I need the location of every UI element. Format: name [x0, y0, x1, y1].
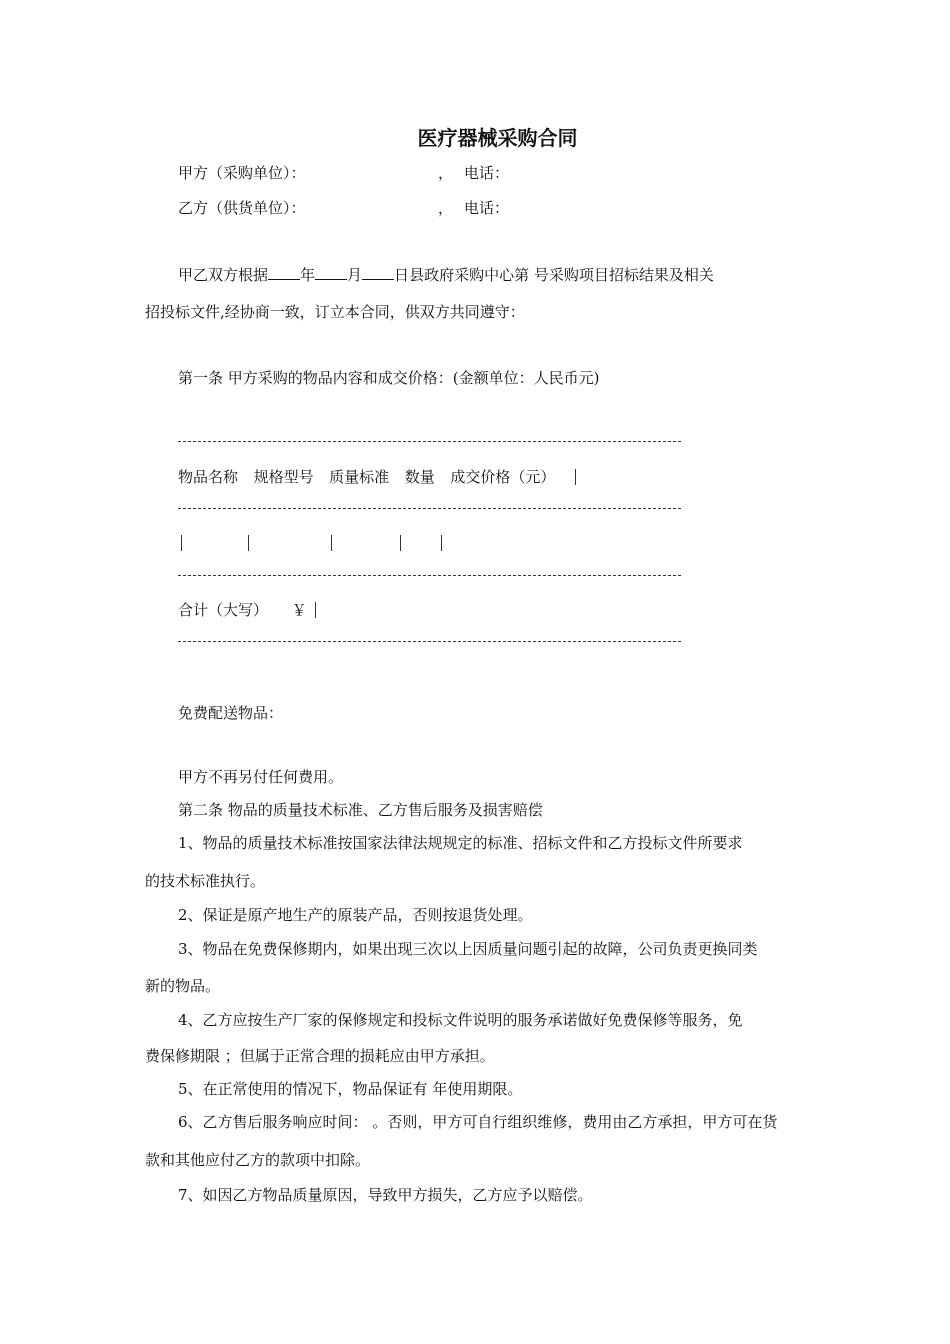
party-b-label: 乙方（供货单位）：	[178, 199, 306, 217]
intro-line-1	[178, 264, 714, 285]
header-item-name: 物品名称	[178, 468, 239, 486]
day-blank	[362, 264, 394, 280]
year-blank	[268, 264, 300, 280]
party-b-comma: ，	[438, 199, 454, 217]
clause-5: 5、在正常使用的情况下，物品保证有 年使用期限。	[178, 1080, 523, 1098]
header-quantity: 数量	[404, 468, 435, 486]
cell-divider	[400, 535, 401, 551]
cell-divider	[248, 535, 249, 551]
cell-divider	[181, 535, 182, 551]
party-a-comma: ，	[438, 164, 454, 182]
intro-day: 日	[394, 266, 410, 284]
intro-text-1: 甲乙双方根据	[178, 266, 269, 284]
party-a-phone-label: 电话：	[464, 164, 510, 182]
clause-2: 2、保证是原产地生产的原装产品，否则按退货处理。	[178, 906, 533, 924]
clause-6-line-2: 款和其他应付乙方的款项中扣除。	[145, 1151, 371, 1169]
cell-divider	[331, 535, 332, 551]
table-header-row	[178, 467, 555, 487]
intro-year: 年	[300, 266, 316, 284]
table-rule	[178, 508, 681, 509]
party-b-phone-label: 电话：	[464, 199, 510, 217]
table-rule	[178, 641, 681, 642]
cell-divider	[441, 535, 442, 551]
table-rule	[178, 441, 681, 442]
clause-3-line-2: 新的物品。	[145, 977, 221, 995]
clause-1-line-2: 的技术标准执行。	[145, 872, 266, 890]
month-blank	[315, 264, 347, 280]
free-delivery-label: 免费配送物品：	[178, 704, 284, 722]
table-rule	[178, 575, 681, 576]
article-2-heading: 第二条 物品的质量技术标准、乙方售后服务及损害赔偿	[178, 801, 543, 819]
intro-month: 月	[347, 266, 363, 284]
clause-1-line-1: 1、物品的质量技术标准按国家法律法规规定的标准、招标文件和乙方投标文件所要求	[178, 834, 743, 852]
total-label: 合计（大写）	[178, 601, 269, 619]
total-row-divider	[315, 602, 316, 618]
article-1-heading: 第一条 甲方采购的物品内容和成交价格：(金额单位：人民币元)	[178, 369, 600, 387]
intro-text-2: 县政府采购中心第 号采购项目招标结果及相关	[409, 266, 714, 284]
clause-4-line-2: 费保修期限 ；但属于正常合理的损耗应由甲方承担。	[145, 1047, 495, 1065]
party-a-label: 甲方（采购单位）：	[178, 164, 306, 182]
clause-7: 7、如因乙方物品质量原因，导致甲方损失，乙方应予以赔偿。	[178, 1186, 593, 1204]
currency-symbol: ￥	[291, 601, 307, 619]
header-price: 成交价格（元）	[450, 468, 556, 486]
header-row-divider	[575, 469, 576, 485]
no-extra-fee-text: 甲方不再另付任何费用。	[178, 768, 344, 786]
intro-line-2: 招投标文件,经协商一致，订立本合同，供双方共同遵守：	[145, 303, 525, 321]
header-quality-standard: 质量标准	[329, 468, 390, 486]
clause-4-line-1: 4、乙方应按生产厂家的保修规定和投标文件说明的服务承诺做好免费保修等服务，免	[178, 1011, 743, 1029]
clause-6-line-1: 6、乙方售后服务响应时间： 。否则，甲方可自行组织维修，费用由乙方承担，甲方可在货	[178, 1113, 778, 1131]
header-spec-model: 规格型号	[253, 468, 314, 486]
clause-3-line-1: 3、物品在免费保修期内，如果出现三次以上因质量问题引起的故障，公司负责更换同类	[178, 940, 758, 958]
document-title: 医疗器械采购合同	[417, 126, 578, 150]
total-row	[178, 600, 307, 620]
